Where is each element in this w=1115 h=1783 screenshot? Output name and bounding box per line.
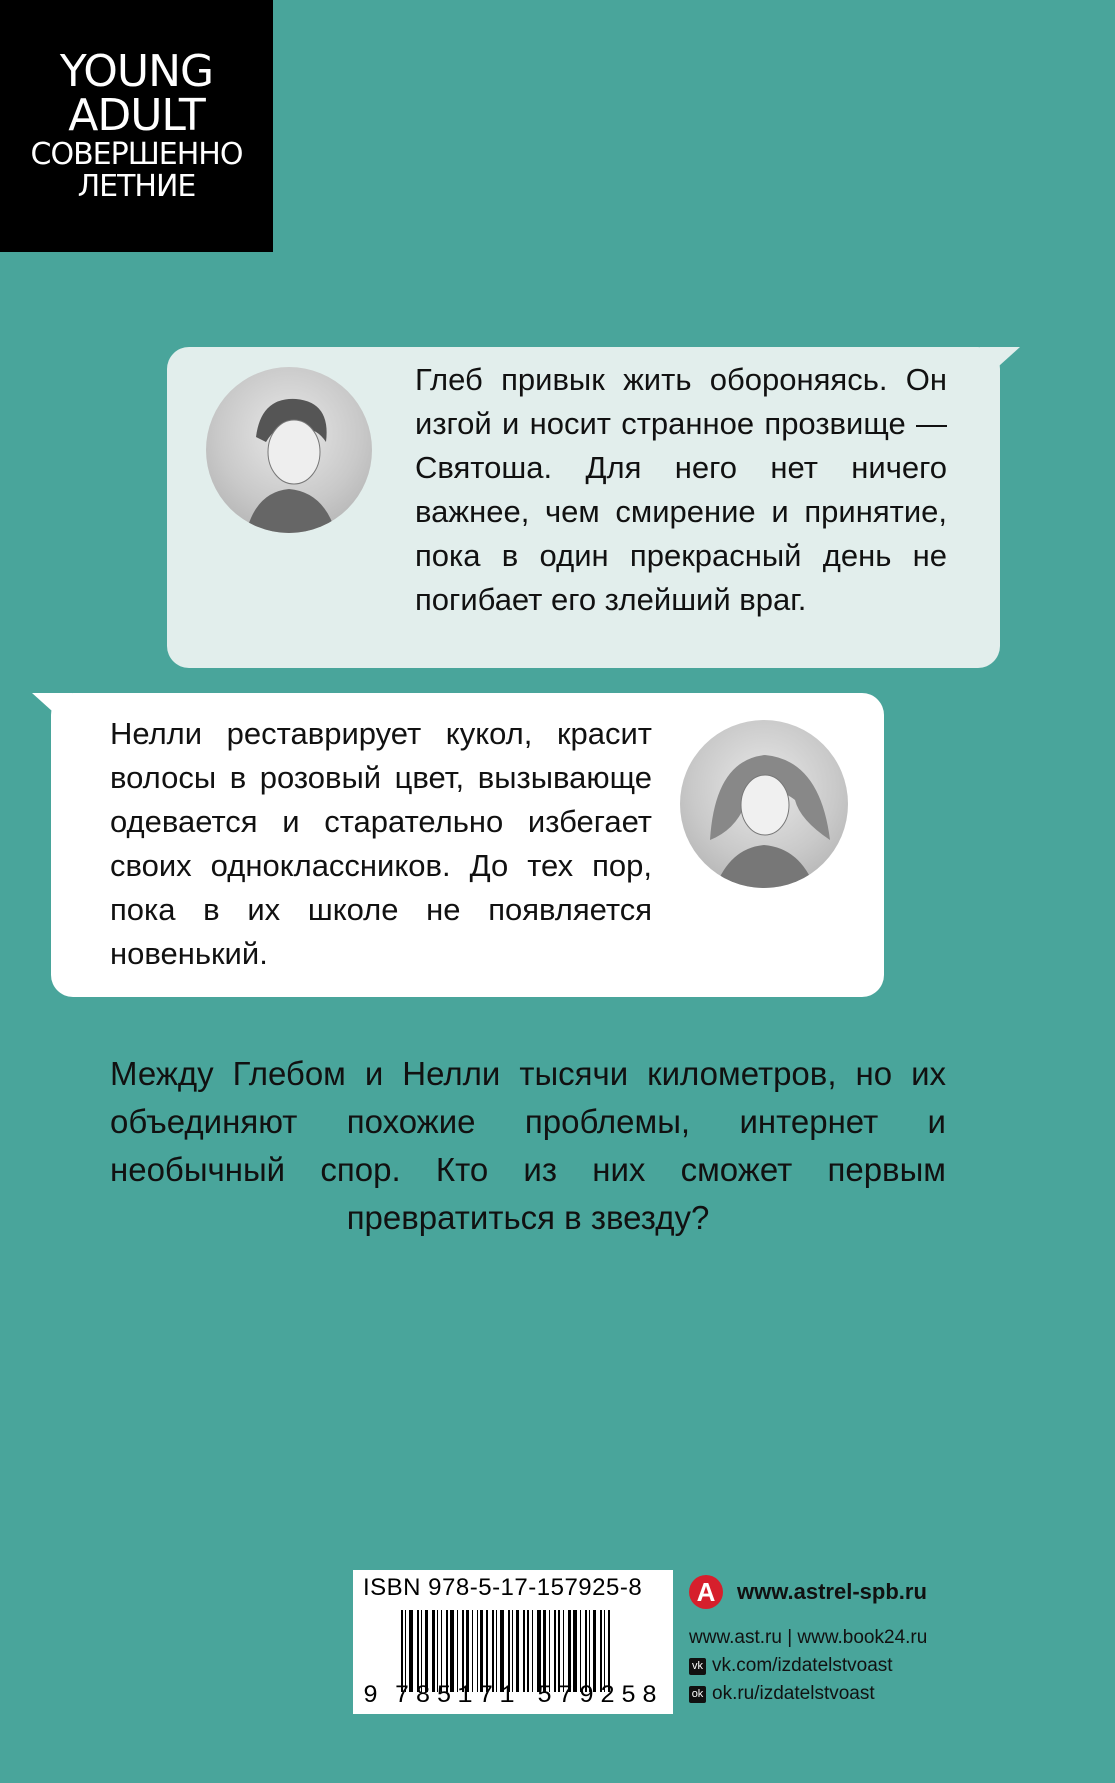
avatar-nelli [680, 720, 848, 888]
barcode-bar [401, 1610, 403, 1692]
barcode-bar [527, 1610, 529, 1692]
barcode-bar [580, 1610, 581, 1692]
barcode-digit: 9 [363, 1681, 379, 1710]
barcode-bar [441, 1610, 442, 1692]
barcode-bar [523, 1610, 525, 1692]
barcode-bar [516, 1610, 519, 1692]
barcode-bar [604, 1610, 605, 1692]
vk-link[interactable]: vk.com/izdatelstvoast [712, 1655, 893, 1676]
barcode-bar [500, 1610, 504, 1692]
barcode-bar [508, 1610, 510, 1692]
ast-book24-links[interactable]: www.ast.ru | www.book24.ru [689, 1627, 928, 1648]
isbn-text: ISBN 978-5-17-157925-8 [363, 1574, 643, 1601]
barcode-bar [472, 1610, 473, 1692]
barcode-bar [563, 1610, 564, 1692]
ok-link[interactable]: ok.ru/izdatelstvoast [712, 1683, 875, 1704]
barcode-bars [401, 1610, 631, 1692]
logo-line: СОВЕРШЕННО [30, 137, 243, 172]
barcode-bar [477, 1610, 478, 1692]
barcode-box [353, 1570, 673, 1714]
barcode-bar [405, 1610, 406, 1692]
astrel-logo-icon: А [689, 1575, 723, 1609]
barcode-bar [457, 1610, 458, 1692]
barcode-bar [554, 1610, 556, 1692]
barcode-digits [363, 1681, 663, 1710]
barcode-bar [608, 1610, 610, 1692]
barcode-bar [532, 1610, 533, 1692]
ok-icon: ok [689, 1686, 706, 1703]
barcode-bar [496, 1610, 497, 1692]
astrel-link[interactable]: www.astrel-spb.ru [737, 1579, 927, 1604]
series-logo [0, 0, 273, 252]
logo-line: ADULT [68, 90, 205, 141]
barcode-bar [543, 1610, 546, 1692]
barcode-bar [417, 1610, 419, 1692]
barcode-bar [421, 1610, 422, 1692]
barcode-bar [466, 1610, 469, 1692]
barcode-digit: 579258 [536, 1681, 663, 1710]
barcode-bar [585, 1610, 587, 1692]
barcode-bar [558, 1610, 560, 1692]
barcode-bar [446, 1610, 448, 1692]
vk-icon: vk [689, 1658, 706, 1675]
publisher-info [689, 1575, 927, 1705]
barcode-bar [480, 1610, 483, 1692]
logo-line: ЛЕТНИЕ [77, 169, 196, 204]
avatar-gleb [206, 367, 372, 533]
barcode-bar [432, 1610, 435, 1692]
barcode-bar [549, 1610, 550, 1692]
barcode-digit: 785171 [394, 1681, 521, 1710]
barcode-bar [600, 1610, 602, 1692]
barcode-bar [425, 1610, 428, 1692]
barcode-bar [462, 1610, 464, 1692]
barcode-bar [409, 1610, 413, 1692]
barcode-bar [512, 1610, 513, 1692]
barcode-bar [593, 1610, 596, 1692]
summary-text: Между Глебом и Нелли тысячи километров, но их объединяют похожие проблемы, интернет и необычный спор. Кто из них сможет первым превратиться в звезду? [110, 1055, 946, 1236]
barcode-bar [492, 1610, 494, 1692]
bubble-text-nelli: Нелли реставрирует кукол, красит волосы в розовый цвет, вызывающе одевается и старательно избегает своих одноклассников. До тех пор, пока в их школе не появляется новенький. [110, 716, 652, 971]
barcode-bar [537, 1610, 541, 1692]
logo-line: YOUNG [59, 46, 214, 97]
barcode-bar [450, 1610, 454, 1692]
barcode-bar [568, 1610, 571, 1692]
barcode-bar [573, 1610, 577, 1692]
barcode-bar [589, 1610, 590, 1692]
barcode-bar [486, 1610, 488, 1692]
barcode-bar [437, 1610, 438, 1692]
bubble-text-gleb: Глеб привык жить обороняясь. Он изгой и носит странное прозвище — Святоша. Для него нет ничего важнее, чем смирение и принятие, пока в один прекрасный день не погибает его злейший враг. [415, 362, 947, 617]
